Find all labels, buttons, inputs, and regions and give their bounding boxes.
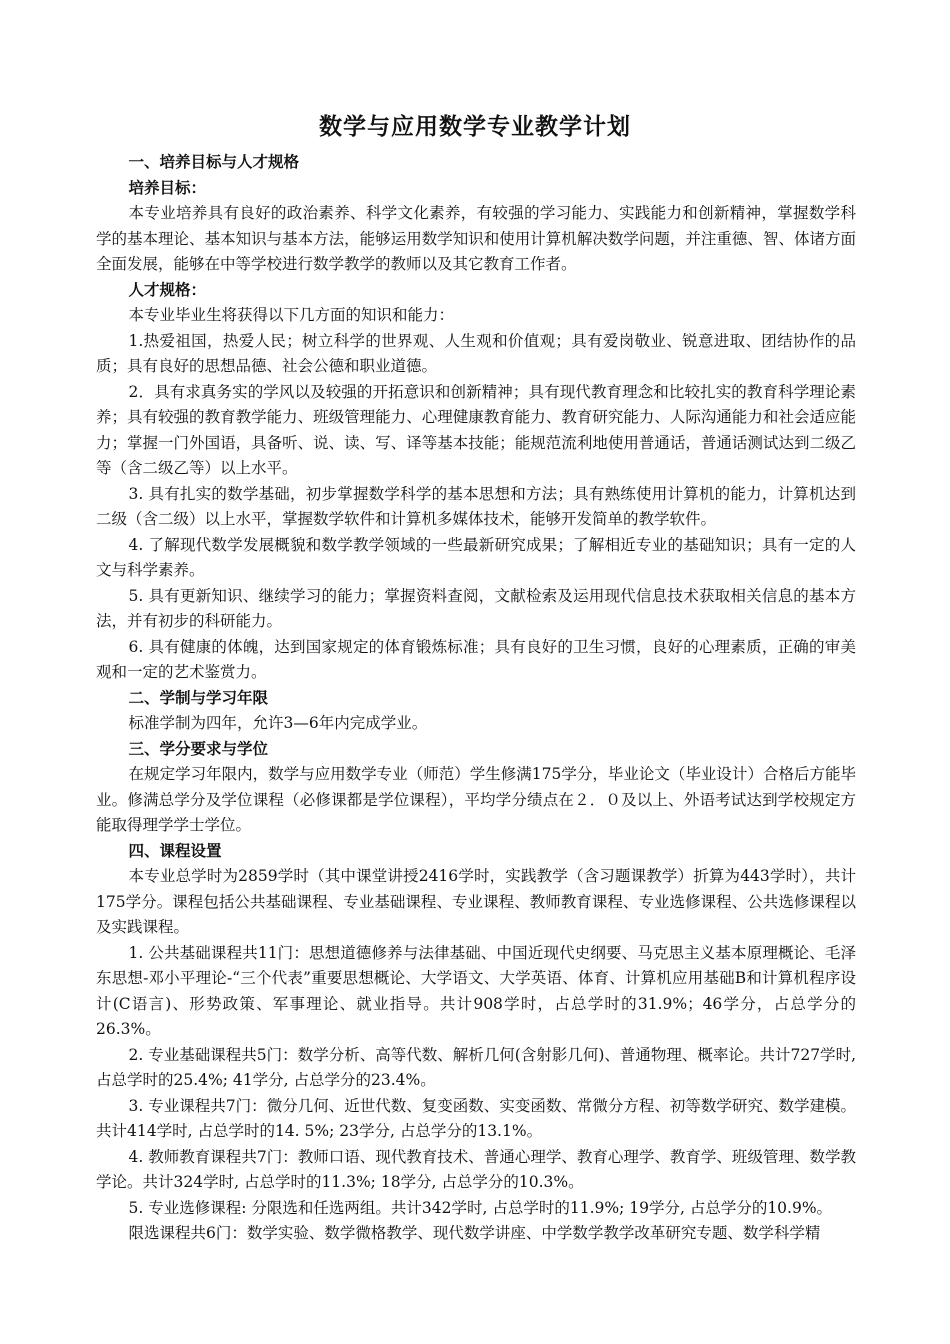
subheading: 培养目标： [128, 178, 207, 197]
paragraph: 5. 专业选修课程: 分限选和任选两组。共计342学时, 占总学时的11.9%; 19学分, 占总学分的10.9%。 [128, 1198, 833, 1217]
section-heading: 二、学制与学习年限 [128, 688, 269, 707]
document-body [96, 150, 856, 1247]
paragraph: 本专业培养具有良好的政治素养、科学文化素养，有较强的学习能力、实践能力和创新精神，掌握数学科学的基本理论、基本知识与基本方法，能够运用数学知识和使用计算机解决数学问题，并注重德、智、体诸方面全面发展，能够在中等学校进行数学教学的教师以及其它教育工作者。 [96, 204, 856, 273]
paragraph: 6. 具有健康的体魄，达到国家规定的体育锻炼标准；具有良好的卫生习惯，良好的心理素质，正确的审美观和一定的艺术鉴赏力。 [96, 637, 856, 681]
paragraph: 2. 专业基础课程共5门：数学分析、高等代数、解析几何(含射影几何)、普通物理、概率论。共计727学时, 占总学时的25.4%; 41学分, 占总学分的23.4%。 [96, 1045, 856, 1089]
paragraph: 4. 了解现代数学发展概貌和数学教学领域的一些最新研究成果；了解相近专业的基础知识；具有一定的人文与科学素养。 [96, 535, 856, 579]
section-heading: 一、培养目标与人才规格 [128, 153, 300, 171]
paragraph: 2．具有求真务实的学风以及较强的开拓意识和创新精神；具有现代教育理念和比较扎实的教育科学理论素养；具有较强的教育教学能力、班级管理能力、心理健康教育能力、教育研究能力、人际沟通能力和社会适应能力；掌握一门外国语，具备听、说、读、写、译等基本技能；能规范流利地使用普通话，普通话测试达到二级乙等（含二级乙等）以上水平。 [96, 382, 856, 477]
paragraph: 5. 具有更新知识、继续学习的能力；掌握资料查阅，文献检索及运用现代信息技术获取相关信息的基本方法，并有初步的科研能力。 [96, 586, 856, 630]
subheading: 人才规格： [128, 280, 207, 299]
document-title: 数学与应用数学专业教学计划 [319, 114, 631, 140]
paragraph: 3. 专业课程共7门：微分几何、近世代数、复变函数、实变函数、常微分方程、初等数学研究、数学建模。共计414学时, 占总学时的14. 5%; 23学分, 占总学分的13.1%。 [96, 1096, 856, 1140]
paragraph: 标准学制为四年，允许3—6年内完成学业。 [128, 714, 428, 732]
paragraph: 3. 具有扎实的数学基础，初步掌握数学科学的基本思想和方法；具有熟练使用计算机的能力，计算机达到二级（含二级）以上水平，掌握数学软件和计算机多媒体技术，能够开发简单的教学软件。 [96, 484, 856, 528]
paragraph: 限选课程共6门：数学实验、数学微格教学、现代数学讲座、中学数学教学改革研究专题、数学科学精 [128, 1224, 821, 1242]
paragraph: 本专业毕业生将获得以下几方面的知识和能力： [128, 306, 455, 324]
paragraph: 1.热爱祖国，热爱人民；树立科学的世界观、人生观和价值观；具有爱岗敬业、锐意进取、团结协作的品质；具有良好的思想品德、社会公德和职业道德。 [96, 331, 856, 375]
paragraph: 1. 公共基础课程共11门：思想道德修养与法律基础、中国近现代史纲要、马克思主义基本原理概论、毛泽东思想-邓小平理论-“三个代表”重要思想概论、大学语文、大学英语、体育、计算机应用基础B和计算机程序设计(C语言)、形势政策、军事理论、就业指导。共计908学时，占总学时的31.9%；46学分，占总学分的26.3%。 [96, 943, 856, 1038]
section-heading: 四、课程设置 [128, 841, 222, 860]
section-heading: 三、学分要求与学位 [128, 739, 269, 758]
paragraph: 4. 教师教育课程共7门：教师口语、现代教育技术、普通心理学、教育心理学、教育学、班级管理、数学教学论。共计324学时, 占总学时的11.3%; 18学分, 占总学分的10.3%。 [96, 1147, 856, 1191]
paragraph: 在规定学习年限内，数学与应用数学专业（师范）学生修满175学分，毕业论文（毕业设计）合格后方能毕业。修满总学分及学位课程（必修课都是学位课程），平均学分绩点在２．０及以上、外语考试达到学校规定方能取得理学学士学位。 [96, 765, 856, 834]
paragraph: 本专业总学时为2859学时（其中课堂讲授2416学时，实践教学（含习题课教学）折算为443学时），共计175学分。课程包括公共基础课程、专业基础课程、专业课程、教师教育课程、专业选修课程、公共选修课程以及实践课程。 [96, 867, 856, 936]
